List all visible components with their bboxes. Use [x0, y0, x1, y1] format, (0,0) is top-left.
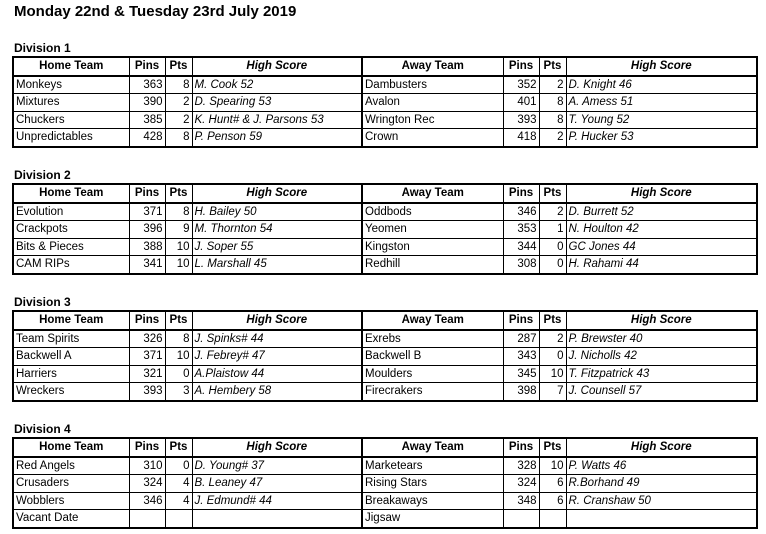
away-team-cell: Crown — [362, 129, 503, 147]
home-high-score-cell: B. Leaney 47 — [192, 475, 362, 493]
home-pts-cell: 8 — [165, 203, 192, 221]
header-row — [13, 311, 757, 330]
away-pins-cell: 348 — [503, 492, 539, 510]
table-row — [13, 492, 757, 510]
away-pins-cell — [503, 510, 539, 528]
division-title: Division 1 — [14, 41, 71, 55]
away-team-cell: Marketears — [362, 457, 503, 475]
header-away-pts: Pts — [539, 184, 566, 203]
home-pins-cell: 371 — [129, 348, 165, 366]
header-away-team: Away Team — [362, 184, 503, 203]
away-pts-cell: 2 — [539, 330, 566, 348]
home-high-score-cell: J. Spinks# 44 — [192, 330, 362, 348]
home-pins-cell: 396 — [129, 221, 165, 239]
division-4 — [12, 421, 756, 529]
home-team-cell: CAM RIPs — [13, 256, 129, 274]
table-row — [13, 475, 757, 493]
home-team-cell: Wreckers — [13, 383, 129, 401]
away-pins-cell: 287 — [503, 330, 539, 348]
home-pins-cell: 428 — [129, 129, 165, 147]
away-high-score-cell: D. Knight 46 — [566, 76, 757, 94]
header-away-pins: Pins — [503, 57, 539, 76]
home-pins-cell: 321 — [129, 365, 165, 383]
home-pts-cell: 10 — [165, 348, 192, 366]
home-pins-cell: 388 — [129, 238, 165, 256]
home-pts-cell: 8 — [165, 129, 192, 147]
away-pts-cell — [539, 510, 566, 528]
away-pts-cell: 0 — [539, 238, 566, 256]
away-pins-cell: 352 — [503, 76, 539, 94]
away-pts-cell: 2 — [539, 76, 566, 94]
away-high-score-cell: H. Rahami 44 — [566, 256, 757, 274]
page-title: Monday 22nd & Tuesday 23rd July 2019 — [14, 3, 297, 20]
table-row — [13, 129, 757, 147]
division-2 — [12, 167, 756, 275]
home-pins-cell: 341 — [129, 256, 165, 274]
header-home-high-score: High Score — [192, 311, 362, 330]
home-pins-cell: 324 — [129, 475, 165, 493]
header-away-team: Away Team — [362, 438, 503, 457]
header-away-pts: Pts — [539, 57, 566, 76]
table-row — [13, 111, 757, 129]
header-away-pins: Pins — [503, 311, 539, 330]
header-away-high-score: High Score — [566, 438, 757, 457]
home-team-cell: Chuckers — [13, 111, 129, 129]
away-team-cell: Avalon — [362, 94, 503, 112]
home-pts-cell: 0 — [165, 457, 192, 475]
home-high-score-cell: P. Penson 59 — [192, 129, 362, 147]
table-row — [13, 203, 757, 221]
home-team-cell: Red Angels — [13, 457, 129, 475]
away-team-cell: Rising Stars — [362, 475, 503, 493]
home-pts-cell: 4 — [165, 492, 192, 510]
division-1 — [12, 40, 756, 148]
home-team-cell: Crusaders — [13, 475, 129, 493]
away-team-cell: Exrebs — [362, 330, 503, 348]
header-row — [13, 438, 757, 457]
header-away-high-score: High Score — [566, 184, 757, 203]
away-pts-cell: 0 — [539, 348, 566, 366]
away-team-cell: Kingston — [362, 238, 503, 256]
home-high-score-cell: H. Bailey 50 — [192, 203, 362, 221]
home-high-score-cell: A.Plaistow 44 — [192, 365, 362, 383]
away-team-cell: Breakaways — [362, 492, 503, 510]
header-home-pins: Pins — [129, 311, 165, 330]
header-home-team: Home Team — [13, 438, 129, 457]
home-pins-cell: 346 — [129, 492, 165, 510]
away-pins-cell: 345 — [503, 365, 539, 383]
home-pins-cell: 310 — [129, 457, 165, 475]
header-home-pts: Pts — [165, 184, 192, 203]
table-row — [13, 330, 757, 348]
away-pts-cell: 8 — [539, 111, 566, 129]
away-pins-cell: 398 — [503, 383, 539, 401]
away-pins-cell: 344 — [503, 238, 539, 256]
away-pins-cell: 328 — [503, 457, 539, 475]
away-high-score-cell: P. Watts 46 — [566, 457, 757, 475]
home-pins-cell — [129, 510, 165, 528]
table-row — [13, 510, 757, 528]
header-home-pts: Pts — [165, 311, 192, 330]
away-pins-cell: 393 — [503, 111, 539, 129]
division-title: Division 2 — [14, 168, 71, 182]
home-pts-cell: 2 — [165, 94, 192, 112]
away-pts-cell: 10 — [539, 365, 566, 383]
home-pts-cell: 2 — [165, 111, 192, 129]
home-pins-cell: 371 — [129, 203, 165, 221]
home-high-score-cell: L. Marshall 45 — [192, 256, 362, 274]
away-pins-cell: 308 — [503, 256, 539, 274]
header-home-pins: Pins — [129, 184, 165, 203]
away-pins-cell: 418 — [503, 129, 539, 147]
home-pins-cell: 390 — [129, 94, 165, 112]
home-team-cell: Backwell A — [13, 348, 129, 366]
home-high-score-cell: J. Febrey# 47 — [192, 348, 362, 366]
home-team-cell: Wobblers — [13, 492, 129, 510]
division-3 — [12, 294, 756, 402]
away-high-score-cell: T. Fitzpatrick 43 — [566, 365, 757, 383]
away-pts-cell: 6 — [539, 475, 566, 493]
home-high-score-cell — [192, 510, 362, 528]
header-home-pins: Pins — [129, 438, 165, 457]
results-table — [12, 56, 758, 148]
header-home-high-score: High Score — [192, 57, 362, 76]
header-row — [13, 57, 757, 76]
away-high-score-cell: N. Houlton 42 — [566, 221, 757, 239]
away-team-cell: Moulders — [362, 365, 503, 383]
header-away-high-score: High Score — [566, 311, 757, 330]
away-team-cell: Yeomen — [362, 221, 503, 239]
home-high-score-cell: J. Soper 55 — [192, 238, 362, 256]
table-row — [13, 457, 757, 475]
away-pins-cell: 353 — [503, 221, 539, 239]
away-team-cell: Firecrakers — [362, 383, 503, 401]
header-home-pins: Pins — [129, 57, 165, 76]
away-team-cell: Redhill — [362, 256, 503, 274]
header-away-pts: Pts — [539, 438, 566, 457]
header-away-pins: Pins — [503, 184, 539, 203]
away-high-score-cell: J. Counsell 57 — [566, 383, 757, 401]
header-home-pts: Pts — [165, 57, 192, 76]
home-team-cell: Monkeys — [13, 76, 129, 94]
home-team-cell: Crackpots — [13, 221, 129, 239]
results-table — [12, 437, 758, 529]
away-high-score-cell: J. Nicholls 42 — [566, 348, 757, 366]
home-pins-cell: 326 — [129, 330, 165, 348]
away-pts-cell: 7 — [539, 383, 566, 401]
home-team-cell: Evolution — [13, 203, 129, 221]
table-row — [13, 76, 757, 94]
away-team-cell: Dambusters — [362, 76, 503, 94]
header-away-pins: Pins — [503, 438, 539, 457]
away-pts-cell: 2 — [539, 203, 566, 221]
away-pts-cell: 1 — [539, 221, 566, 239]
home-pts-cell: 10 — [165, 256, 192, 274]
header-row — [13, 184, 757, 203]
table-row — [13, 383, 757, 401]
home-team-cell: Harriers — [13, 365, 129, 383]
home-team-cell: Unpredictables — [13, 129, 129, 147]
table-row — [13, 94, 757, 112]
home-high-score-cell: D. Spearing 53 — [192, 94, 362, 112]
home-pts-cell: 8 — [165, 76, 192, 94]
home-team-cell: Mixtures — [13, 94, 129, 112]
home-pts-cell: 0 — [165, 365, 192, 383]
home-pts-cell: 4 — [165, 475, 192, 493]
header-away-team: Away Team — [362, 57, 503, 76]
away-team-cell: Backwell B — [362, 348, 503, 366]
away-pins-cell: 343 — [503, 348, 539, 366]
away-team-cell: Jigsaw — [362, 510, 503, 528]
away-high-score-cell: D. Burrett 52 — [566, 203, 757, 221]
away-pts-cell: 10 — [539, 457, 566, 475]
home-pts-cell: 3 — [165, 383, 192, 401]
division-title: Division 4 — [14, 422, 71, 436]
home-pts-cell — [165, 510, 192, 528]
division-title: Division 3 — [14, 295, 71, 309]
home-pins-cell: 363 — [129, 76, 165, 94]
home-pts-cell: 10 — [165, 238, 192, 256]
away-pts-cell: 2 — [539, 129, 566, 147]
home-team-cell: Team Spirits — [13, 330, 129, 348]
away-team-cell: Oddbods — [362, 203, 503, 221]
home-high-score-cell: A. Hembery 58 — [192, 383, 362, 401]
home-pts-cell: 8 — [165, 330, 192, 348]
away-high-score-cell: A. Amess 51 — [566, 94, 757, 112]
away-pts-cell: 6 — [539, 492, 566, 510]
table-row — [13, 238, 757, 256]
away-high-score-cell: R.Borhand 49 — [566, 475, 757, 493]
home-team-cell: Bits & Pieces — [13, 238, 129, 256]
away-high-score-cell: P. Hucker 53 — [566, 129, 757, 147]
header-home-team: Home Team — [13, 57, 129, 76]
away-pts-cell: 8 — [539, 94, 566, 112]
table-row — [13, 348, 757, 366]
home-pts-cell: 9 — [165, 221, 192, 239]
home-high-score-cell: J. Edmund# 44 — [192, 492, 362, 510]
home-high-score-cell: K. Hunt# & J. Parsons 53 — [192, 111, 362, 129]
results-table — [12, 310, 758, 402]
header-away-high-score: High Score — [566, 57, 757, 76]
table-row — [13, 365, 757, 383]
away-pins-cell: 346 — [503, 203, 539, 221]
header-home-high-score: High Score — [192, 438, 362, 457]
home-team-cell: Vacant Date — [13, 510, 129, 528]
away-pins-cell: 324 — [503, 475, 539, 493]
header-home-pts: Pts — [165, 438, 192, 457]
home-pins-cell: 385 — [129, 111, 165, 129]
home-high-score-cell: D. Young# 37 — [192, 457, 362, 475]
header-home-team: Home Team — [13, 311, 129, 330]
away-high-score-cell: T. Young 52 — [566, 111, 757, 129]
away-team-cell: Wrington Rec — [362, 111, 503, 129]
away-high-score-cell — [566, 510, 757, 528]
away-pins-cell: 401 — [503, 94, 539, 112]
header-home-high-score: High Score — [192, 184, 362, 203]
away-high-score-cell: P. Brewster 40 — [566, 330, 757, 348]
results-table — [12, 183, 758, 275]
home-high-score-cell: M. Thornton 54 — [192, 221, 362, 239]
table-row — [13, 221, 757, 239]
table-row — [13, 256, 757, 274]
home-pins-cell: 393 — [129, 383, 165, 401]
header-away-team: Away Team — [362, 311, 503, 330]
away-high-score-cell: GC Jones 44 — [566, 238, 757, 256]
header-away-pts: Pts — [539, 311, 566, 330]
away-pts-cell: 0 — [539, 256, 566, 274]
home-high-score-cell: M. Cook 52 — [192, 76, 362, 94]
away-high-score-cell: R. Cranshaw 50 — [566, 492, 757, 510]
header-home-team: Home Team — [13, 184, 129, 203]
